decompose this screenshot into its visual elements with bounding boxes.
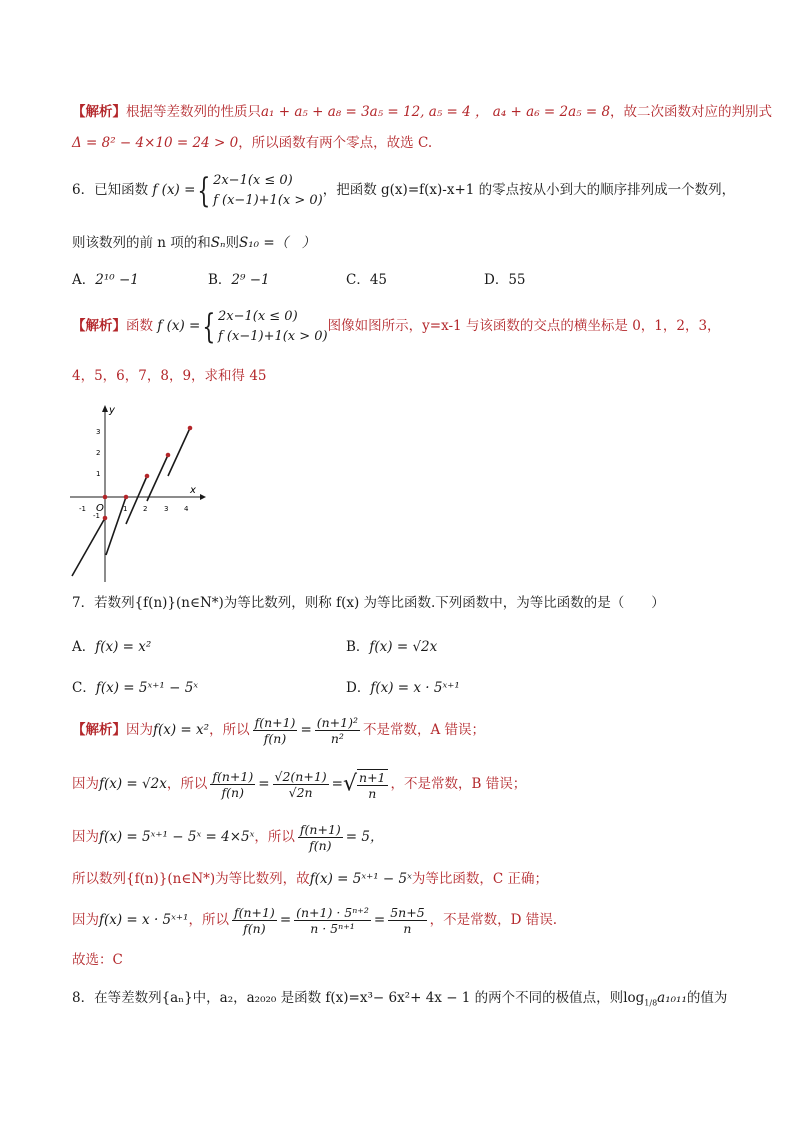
- x-tick-neg1: -1: [79, 505, 86, 513]
- option-label: D．: [484, 272, 509, 288]
- y-axis-arrow-icon: [102, 405, 108, 412]
- a1-rden: n²: [330, 731, 344, 746]
- q7-analysis-a: [72, 710, 485, 750]
- a2-pre: 因为: [72, 776, 99, 792]
- x-tick-4: 4: [184, 505, 189, 513]
- a5-rfrac2: [388, 905, 426, 936]
- a5-frac: [232, 905, 277, 936]
- q8-log-word: log: [623, 990, 645, 1006]
- q8-stem-a: 在等差数列{aₙ}中，a₂，a₂₀₂₀ 是函数 f(x)=x³− 6x²+ 4x − 1 的两个不同的极值点，则: [94, 990, 624, 1006]
- q7-analysis-b: 因为f(x) = √2x，所以 $\frac{f(n+1)}{f(n)}$ = $\frac{√2(n+1)}{√2n}$ =√ $\frac{n+1}{n}$ ，不是常数，B 错误；: [72, 769, 527, 801]
- point-2-1: [145, 474, 150, 479]
- q6-analysis-cases: [218, 307, 328, 347]
- q6-stem-c: 则该数列的前 n 项的和: [72, 235, 211, 251]
- q6-s10: S₁₀ =（ ）: [239, 235, 316, 251]
- option-text: 45: [369, 272, 388, 288]
- q8-log-base: 1/8: [644, 998, 658, 1008]
- q7-analysis-d: [72, 869, 548, 889]
- q5-analysis-line2: [72, 133, 432, 153]
- segment-2: [126, 476, 147, 524]
- a2-rnum2: n+1: [359, 769, 386, 785]
- q8-stem: [72, 988, 727, 1014]
- graph-segments: [72, 428, 190, 576]
- a3-tail: = 5，: [345, 829, 384, 845]
- a1-mid: ，所以: [209, 722, 250, 738]
- q6-number: 6．: [72, 182, 95, 198]
- q7-analysis-e: 因为f(x) = x · 5ˣ⁺¹，所以 $\frac{f(n+1)}{f(n)}$ = $\frac{\text{(n+1) · 5ⁿ⁺²}}{\text{n · 5ⁿ⁺¹}}$ = $\frac{5n+5}{n}$ ，不是常数，D 错误.: [72, 905, 558, 936]
- y-tick-2: 2: [96, 449, 101, 457]
- segment-4: [168, 428, 190, 476]
- a5-rfrac: [294, 905, 371, 936]
- a5-mid: ，所以: [188, 912, 229, 928]
- option-text: 2¹⁰ −1: [95, 272, 139, 288]
- y-tick-3: 3: [96, 428, 101, 436]
- origin-label: O: [96, 503, 104, 514]
- a2-frac: [210, 769, 255, 800]
- a5-fx: f(x) = x · 5ˣ⁺¹: [99, 912, 189, 928]
- a1-den: f(n): [263, 731, 287, 746]
- option-text: f(x) = x · 5ˣ⁺¹: [370, 680, 460, 696]
- q5-discriminant: Δ = 8² − 4×10 = 24 > 0: [72, 135, 239, 151]
- a2-fx: f(x) = √2x: [99, 776, 167, 792]
- q5-text: 根据等差数列的性质只: [126, 104, 261, 120]
- option-label: B．: [346, 639, 370, 655]
- function-graph: [62, 400, 212, 585]
- q7-stem-text: 若数列{f(n)}(n∈N*)为等比数列，则称 f(x) 为等比函数.下列函数中，为等比函数的是（ ）: [94, 595, 665, 611]
- point-0-neg1: [103, 516, 108, 521]
- a4-pre: 所以数列{f(n)}(n∈N*)为等比数列，故: [72, 871, 310, 887]
- q6-option-d: [484, 270, 526, 290]
- q6-fx: f (x) =: [152, 182, 196, 198]
- a5-tail: ，不是常数，D 错误.: [429, 912, 558, 928]
- q6-analysis-b: 图像如图所示，y=x-1 与该函数的交点的横坐标是 0，1，2，3，: [327, 318, 721, 334]
- option-label: A．: [72, 272, 96, 288]
- q5-analysis-line1: [72, 102, 772, 122]
- segment-0: [72, 518, 105, 576]
- q6-analysis-case1: 2x−1(x ≤ 0): [217, 308, 298, 324]
- a5-num: f(n+1): [233, 905, 275, 920]
- option-label: C．: [346, 272, 370, 288]
- a3-pre: 因为: [72, 829, 99, 845]
- q6-option-c: [346, 270, 387, 290]
- a5-rnum: (n+1) · 5ⁿ⁺²: [296, 905, 369, 920]
- a2-rfrac: [273, 769, 329, 800]
- a3-mid: ，所以: [254, 829, 295, 845]
- q7-option-b: [346, 637, 437, 657]
- option-label: A．: [72, 639, 96, 655]
- a1-frac: [253, 715, 298, 746]
- a2-rden2: n: [368, 785, 377, 801]
- point-0-0: [103, 495, 108, 500]
- a4-tail: 为等比函数，C 正确；: [411, 871, 549, 887]
- q8-number: 8．: [72, 990, 95, 1006]
- analysis-tag: 【解析】: [72, 104, 126, 120]
- q7-number: 7．: [72, 595, 95, 611]
- q6-case1: 2x−1(x ≤ 0): [213, 172, 293, 188]
- x-tick-1: 1: [123, 505, 128, 513]
- point-4-3: [188, 426, 193, 431]
- point-1-0: [124, 495, 129, 500]
- y-axis-label: y: [109, 405, 115, 416]
- option-label: C．: [72, 680, 96, 696]
- a3-frac: [298, 822, 343, 853]
- graph-points: [103, 426, 193, 521]
- q6-analysis-brace: {: [202, 306, 216, 347]
- option-text: 55: [508, 272, 526, 288]
- q8-log: [623, 990, 687, 1006]
- q7-option-c: [72, 678, 198, 698]
- a2-mid: ，所以: [166, 776, 208, 792]
- a2-num: f(n+1): [212, 769, 254, 784]
- a3-num: f(n+1): [299, 822, 341, 837]
- q5-math: a₁ + a₅ + a₈ = 3a₅ = 12, a₅ = 4 ， a₄ + a₆ = 2a₅ = 8: [261, 104, 611, 120]
- q6-analysis-line2: 4，5，6，7，8，9，求和得 45: [72, 368, 267, 384]
- q6-stem-a: 已知函数: [94, 182, 149, 198]
- a1-rfrac: [315, 715, 360, 746]
- a5-rden2: n: [403, 921, 412, 936]
- option-text: f(x) = 5ˣ⁺¹ − 5ˣ: [95, 680, 199, 696]
- a5-pre: 因为: [72, 912, 99, 928]
- option-text: 2⁹ −1: [231, 272, 270, 288]
- x-axis-label: x: [190, 485, 196, 496]
- q6-case2: f (x−1)+1(x > 0): [213, 192, 323, 208]
- a2-den: f(n): [221, 785, 244, 800]
- q7-option-d: [346, 678, 460, 698]
- a1-fx: f(x) = x²: [153, 722, 210, 738]
- segment-3: [147, 455, 168, 501]
- a2-tail: ，不是常数，B 错误；: [390, 776, 527, 792]
- q6-analysis-line1: [72, 303, 721, 349]
- q5-tail: ，故二次函数对应的判别式: [610, 104, 773, 120]
- q6-analysis-fx: f (x) =: [157, 318, 201, 334]
- a1-num: f(n+1): [254, 715, 296, 730]
- q7-stem: [72, 593, 665, 613]
- y-tick-1: 1: [96, 470, 101, 478]
- q6-analysis-case2: f (x−1)+1(x > 0): [217, 328, 328, 344]
- a4-fx: f(x) = 5ˣ⁺¹ − 5ˣ: [309, 871, 412, 887]
- option-text: f(x) = √2x: [369, 639, 438, 655]
- a2-rfrac2: [357, 769, 387, 801]
- q7-answer: 故选：C: [72, 952, 123, 968]
- q7-analysis-c: [72, 817, 383, 857]
- q6-stem-b: ，把函数 g(x)=f(x)-x+1 的零点按从小到大的顺序排列成一个数列，: [322, 182, 736, 198]
- q6-analysis-a: 函数: [126, 318, 153, 334]
- segment-1b: [106, 497, 126, 555]
- a5-rnum2: 5n+5: [390, 905, 425, 920]
- a1-pre: 因为: [126, 722, 153, 738]
- x-tick-3: 3: [164, 505, 169, 513]
- point-3-2: [166, 453, 171, 458]
- q5-conclusion: ，所以函数有两个零点，故选 C.: [238, 135, 433, 151]
- a1-rnum: (n+1)²: [316, 715, 358, 730]
- x-tick-2: 2: [143, 505, 148, 513]
- a3-fx: f(x) = 5ˣ⁺¹ − 5ˣ = 4×5ˣ: [99, 829, 255, 845]
- q6-option-a: [72, 270, 139, 290]
- option-label: B．: [208, 272, 232, 288]
- q8-stem-b: 的值为: [686, 990, 728, 1006]
- a1-eq: =: [300, 722, 312, 738]
- analysis-tag: 【解析】: [72, 318, 126, 334]
- q8-log-arg: a₁₀₁₁: [657, 990, 687, 1006]
- q6-sn: Sₙ: [210, 235, 226, 251]
- q6-stem-d: 则: [225, 235, 240, 251]
- q6-stem-line2: [72, 233, 315, 253]
- a1-tail: 不是常数，A 错误；: [363, 722, 486, 738]
- q6-brace: {: [197, 170, 211, 211]
- a5-rden: n · 5ⁿ⁺¹: [310, 921, 355, 936]
- option-text: f(x) = x²: [95, 639, 152, 655]
- a5-den: f(n): [243, 921, 266, 936]
- a2-rnum: √2(n+1): [274, 769, 327, 784]
- y-tick-neg1: -1: [93, 512, 100, 520]
- q6-option-b: [208, 270, 270, 290]
- q7-option-a: [72, 637, 151, 657]
- option-label: D．: [346, 680, 371, 696]
- q6-stem-line1: [72, 167, 735, 213]
- x-axis-arrow-icon: [200, 494, 206, 500]
- q6-cases: [213, 171, 323, 211]
- a2-rden: √2n: [288, 785, 313, 800]
- a3-den: f(n): [309, 838, 332, 853]
- analysis-tag: 【解析】: [72, 722, 126, 738]
